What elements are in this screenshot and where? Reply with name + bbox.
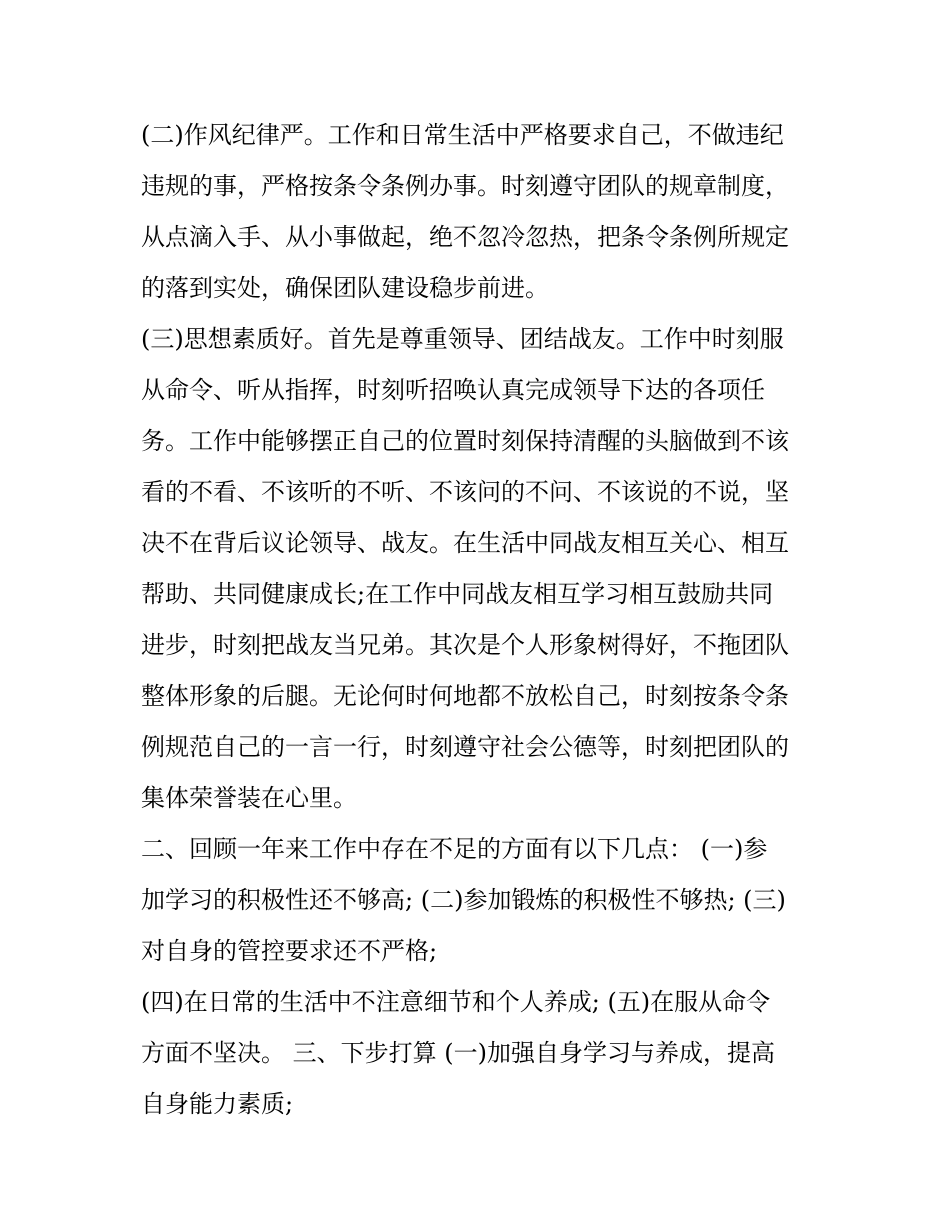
text-line: 从命令、听从指挥，时刻听招唤认真完成领导下达的各项任 bbox=[141, 376, 765, 404]
text-line: 方面不坚决。 三、下步打算 (一)加强自身学习与养成，提高 bbox=[141, 1039, 775, 1067]
text-line: 整体形象的后腿。无论何时何地都不放松自己，时刻按条令条 bbox=[141, 682, 789, 710]
text-line: 自身能力素质; bbox=[141, 1090, 294, 1118]
text-line: 集体荣誉装在心里。 bbox=[141, 784, 357, 812]
text-line: 例规范自己的一言一行，时刻遵守社会公德等，时刻把团队的 bbox=[141, 733, 789, 761]
text-line: 对自身的管控要求还不严格; bbox=[141, 937, 438, 965]
text-line: 违规的事，严格按条令条例办事。时刻遵守团队的规章制度， bbox=[141, 172, 789, 200]
text-line: 从点滴入手、从小事做起，绝不忽冷忽热，把条令条例所规定 bbox=[141, 223, 789, 251]
text-line: 加学习的积极性还不够高; (二)参加锻炼的积极性不够热; (三) bbox=[141, 886, 786, 914]
text-line: 务。工作中能够摆正自己的位置时刻保持清醒的头脑做到不该 bbox=[141, 427, 789, 455]
text-line: (三)思想素质好。首先是尊重领导、团结战友。工作中时刻服 bbox=[141, 325, 784, 353]
document-body bbox=[141, 110, 821, 1130]
text-line: 帮助、共同健康成长;在工作中同战友相互学习相互鼓励共同 bbox=[141, 580, 774, 608]
text-line: 看的不看、不该听的不听、不该问的不问、不该说的不说，坚 bbox=[141, 478, 789, 506]
text-line: 决不在背后议论领导、战友。在生活中同战友相互关心、相互 bbox=[141, 529, 789, 557]
text-line: 二、回顾一年来工作中存在不足的方面有以下几点： (一)参 bbox=[141, 835, 768, 863]
text-line: 的落到实处，确保团队建设稳步前进。 bbox=[141, 274, 549, 302]
text-line: (四)在日常的生活中不注意细节和个人养成; (五)在服从命令 bbox=[141, 988, 771, 1016]
text-line: 进步，时刻把战友当兄弟。其次是个人形象树得好，不拖团队 bbox=[141, 631, 789, 659]
text-line: (二)作风纪律严。工作和日常生活中严格要求自己，不做违纪 bbox=[141, 121, 784, 149]
